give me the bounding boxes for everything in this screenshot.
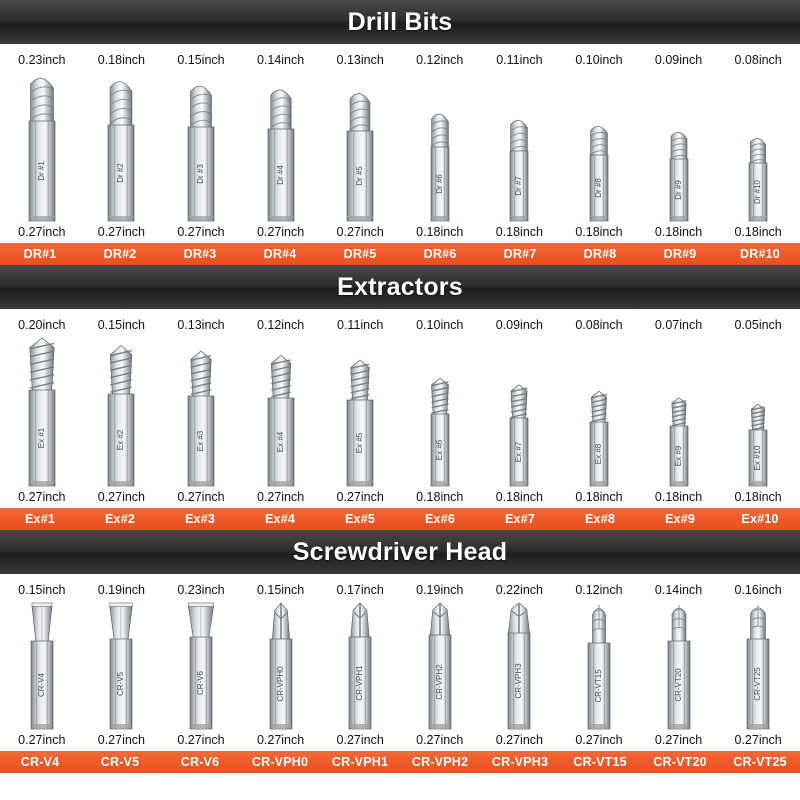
svg-text:Dr #9: Dr #9	[673, 180, 683, 200]
svg-text:Dr #4: Dr #4	[275, 165, 285, 185]
part-label: Ex#10	[741, 512, 779, 526]
part-label: DR#7	[503, 247, 537, 261]
bit-item	[639, 71, 719, 223]
svg-text:Dr #2: Dr #2	[116, 163, 126, 183]
measure-label: 0.27inch	[97, 733, 146, 747]
bit-item	[480, 336, 560, 488]
part-label: DR#1	[23, 247, 57, 261]
svg-text:Dr #7: Dr #7	[514, 176, 524, 196]
part-label: CR-VT25	[733, 755, 787, 769]
bottom-measure-row-drill-bits	[0, 223, 800, 243]
part-label: CR-VPH2	[411, 755, 469, 769]
bit-item	[480, 71, 560, 223]
measure-label: 0.23inch	[177, 583, 225, 597]
part-label: DR#5	[343, 247, 377, 261]
bit-item	[2, 336, 82, 488]
part-label: Ex#9	[665, 512, 695, 526]
measure-label: 0.11inch	[337, 318, 384, 332]
svg-text:CR-VPH0: CR-VPH0	[275, 666, 285, 702]
bit-item	[480, 601, 560, 731]
svg-text:CR-VPH1: CR-VPH1	[355, 665, 365, 701]
label-strip-extractors	[0, 508, 800, 530]
measure-label: 0.12inch	[575, 583, 623, 597]
svg-text:Dr #8: Dr #8	[594, 178, 604, 198]
measure-label: 0.13inch	[177, 318, 225, 332]
measure-label: 0.10inch	[416, 318, 464, 332]
bit-item	[82, 336, 162, 488]
measure-label: 0.27inch	[256, 490, 305, 504]
svg-text:CR-VPH2: CR-VPH2	[434, 664, 444, 700]
measure-label: 0.27inch	[18, 490, 66, 504]
measure-label: 0.18inch	[416, 225, 464, 239]
part-label: DR#6	[423, 247, 457, 261]
measure-label: 0.16inch	[734, 583, 782, 597]
measure-label: 0.08inch	[734, 53, 782, 67]
measure-label: 0.05inch	[734, 318, 782, 332]
svg-text:Ex #8: Ex #8	[594, 443, 604, 465]
measure-label: 0.09inch	[654, 53, 703, 67]
svg-text:Ex #4: Ex #4	[275, 431, 285, 453]
bit-item	[718, 336, 798, 488]
measure-label: 0.19inch	[97, 583, 146, 597]
svg-text:Dr #1: Dr #1	[36, 161, 46, 181]
measure-label: 0.27inch	[416, 733, 464, 747]
measure-label: 0.27inch	[336, 490, 384, 504]
bit-item	[400, 71, 480, 223]
svg-text:Ex #6: Ex #6	[434, 439, 444, 461]
measure-label: 0.15inch	[177, 53, 225, 67]
part-label: DR#3	[183, 247, 217, 261]
measure-label: 0.27inch	[177, 225, 225, 239]
part-label: CR-V6	[180, 755, 220, 769]
svg-text:Ex #5: Ex #5	[355, 432, 365, 454]
top-measure-row-screwdriver-head	[0, 574, 800, 601]
bottom-measure-row-extractors	[0, 488, 800, 508]
bit-item	[639, 601, 719, 731]
part-label: CR-VPH1	[331, 755, 389, 769]
measure-label: 0.27inch	[97, 490, 146, 504]
measure-label: 0.18inch	[495, 225, 543, 239]
part-label: Ex#4	[265, 512, 295, 526]
bit-item	[161, 71, 241, 223]
bit-item	[161, 336, 241, 488]
bit-item	[161, 601, 241, 731]
bit-item	[559, 71, 639, 223]
bit-item	[82, 601, 162, 731]
svg-text:CR-VPH3: CR-VPH3	[514, 663, 524, 699]
part-label: Ex#3	[185, 512, 215, 526]
measure-label: 0.19inch	[416, 583, 464, 597]
part-label: Ex#7	[505, 512, 535, 526]
svg-text:Ex #10: Ex #10	[753, 445, 763, 471]
bit-item	[2, 71, 82, 223]
bit-item	[400, 601, 480, 731]
measure-label: 0.11inch	[496, 53, 543, 67]
bit-illustration-row-drill-bits	[0, 71, 800, 223]
measure-label: 0.18inch	[654, 225, 703, 239]
part-label: DR#4	[263, 247, 297, 261]
measure-label: 0.27inch	[177, 733, 225, 747]
measure-label: 0.27inch	[336, 225, 384, 239]
svg-text:Dr #6: Dr #6	[434, 174, 444, 194]
part-label: Ex#6	[425, 512, 455, 526]
part-label: DR#2	[103, 247, 137, 261]
bit-illustration-row-screwdriver-head	[0, 601, 800, 731]
measure-label: 0.12inch	[416, 53, 464, 67]
bit-item	[320, 601, 400, 731]
bit-item	[320, 336, 400, 488]
svg-text:Ex #2: Ex #2	[116, 429, 126, 451]
measure-label: 0.20inch	[18, 318, 66, 332]
bit-item	[559, 601, 639, 731]
part-label: Ex#1	[25, 512, 55, 526]
measure-label: 0.18inch	[97, 53, 146, 67]
measure-label: 0.08inch	[575, 318, 623, 332]
bit-item	[639, 336, 719, 488]
measure-label: 0.14inch	[256, 53, 305, 67]
svg-text:CR-V5: CR-V5	[116, 671, 126, 697]
label-strip-drill-bits	[0, 243, 800, 265]
bit-item	[718, 601, 798, 731]
measure-label: 0.27inch	[97, 225, 146, 239]
part-label: CR-VT15	[573, 755, 627, 769]
part-label: DR#8	[583, 247, 617, 261]
measure-label: 0.27inch	[654, 733, 703, 747]
top-measure-row-drill-bits	[0, 44, 800, 71]
measure-label: 0.12inch	[256, 318, 305, 332]
bit-item	[2, 601, 82, 731]
section-banner-drill-bits	[0, 0, 800, 44]
part-label: CR-VPH0	[251, 755, 309, 769]
part-label: CR-V5	[100, 755, 140, 769]
measure-label: 0.14inch	[654, 583, 703, 597]
svg-text:Dr #10: Dr #10	[753, 179, 763, 205]
measure-label: 0.18inch	[495, 490, 543, 504]
measure-label: 0.13inch	[336, 53, 384, 67]
svg-text:CR-VT15: CR-VT15	[594, 669, 604, 703]
svg-text:Ex #9: Ex #9	[673, 445, 683, 467]
measure-label: 0.23inch	[18, 53, 66, 67]
part-label: CR-V4	[20, 755, 60, 769]
measure-label: 0.07inch	[654, 318, 703, 332]
svg-text:Ex #1: Ex #1	[36, 427, 46, 449]
measure-label: 0.27inch	[18, 733, 66, 747]
top-measure-row-extractors	[0, 309, 800, 336]
bit-item	[241, 71, 321, 223]
part-label: DR#10	[740, 247, 780, 261]
svg-text:Dr #3: Dr #3	[196, 164, 206, 184]
section-title: Drill Bits	[347, 7, 453, 36]
part-label: Ex#5	[345, 512, 375, 526]
part-label: CR-VPH3	[491, 755, 549, 769]
part-label: Ex#8	[585, 512, 615, 526]
bit-item	[718, 71, 798, 223]
section-banner-screwdriver-head	[0, 530, 800, 574]
measure-label: 0.27inch	[256, 733, 305, 747]
svg-text:Ex #7: Ex #7	[514, 441, 524, 463]
section-title: Extractors	[337, 272, 463, 301]
svg-text:CR-V6: CR-V6	[196, 670, 206, 696]
measure-label: 0.18inch	[575, 225, 623, 239]
section-banner-extractors	[0, 265, 800, 309]
measure-label: 0.22inch	[495, 583, 543, 597]
measure-label: 0.09inch	[495, 318, 543, 332]
measure-label: 0.27inch	[734, 733, 782, 747]
measure-label: 0.18inch	[575, 490, 623, 504]
measure-label: 0.27inch	[177, 490, 225, 504]
measure-label: 0.27inch	[18, 225, 66, 239]
bit-item	[241, 601, 321, 731]
bit-item	[400, 336, 480, 488]
bit-item	[82, 71, 162, 223]
part-label: DR#9	[663, 247, 697, 261]
part-label: Ex#2	[105, 512, 135, 526]
svg-text:CR-VT25: CR-VT25	[753, 667, 763, 701]
measure-label: 0.10inch	[575, 53, 623, 67]
measure-label: 0.17inch	[336, 583, 384, 597]
measure-label: 0.18inch	[654, 490, 703, 504]
measure-label: 0.27inch	[575, 733, 623, 747]
bottom-measure-row-screwdriver-head	[0, 731, 800, 751]
svg-text:Dr #5: Dr #5	[355, 166, 365, 186]
section-title: Screwdriver Head	[292, 537, 508, 566]
bit-item	[320, 71, 400, 223]
measure-label: 0.27inch	[336, 733, 384, 747]
bit-illustration-row-extractors	[0, 336, 800, 488]
measure-label: 0.15inch	[18, 583, 66, 597]
bit-item	[241, 336, 321, 488]
measure-label: 0.18inch	[416, 490, 464, 504]
measure-label: 0.27inch	[495, 733, 543, 747]
svg-text:CR-VT20: CR-VT20	[673, 668, 683, 702]
label-strip-screwdriver-head	[0, 751, 800, 773]
bit-item	[559, 336, 639, 488]
measure-label: 0.18inch	[734, 225, 782, 239]
svg-text:CR-V4: CR-V4	[36, 672, 46, 698]
measure-label: 0.27inch	[256, 225, 305, 239]
part-label: CR-VT20	[653, 755, 707, 769]
measure-label: 0.15inch	[256, 583, 305, 597]
svg-text:Ex #3: Ex #3	[196, 430, 206, 452]
measure-label: 0.18inch	[734, 490, 782, 504]
measure-label: 0.15inch	[97, 318, 146, 332]
